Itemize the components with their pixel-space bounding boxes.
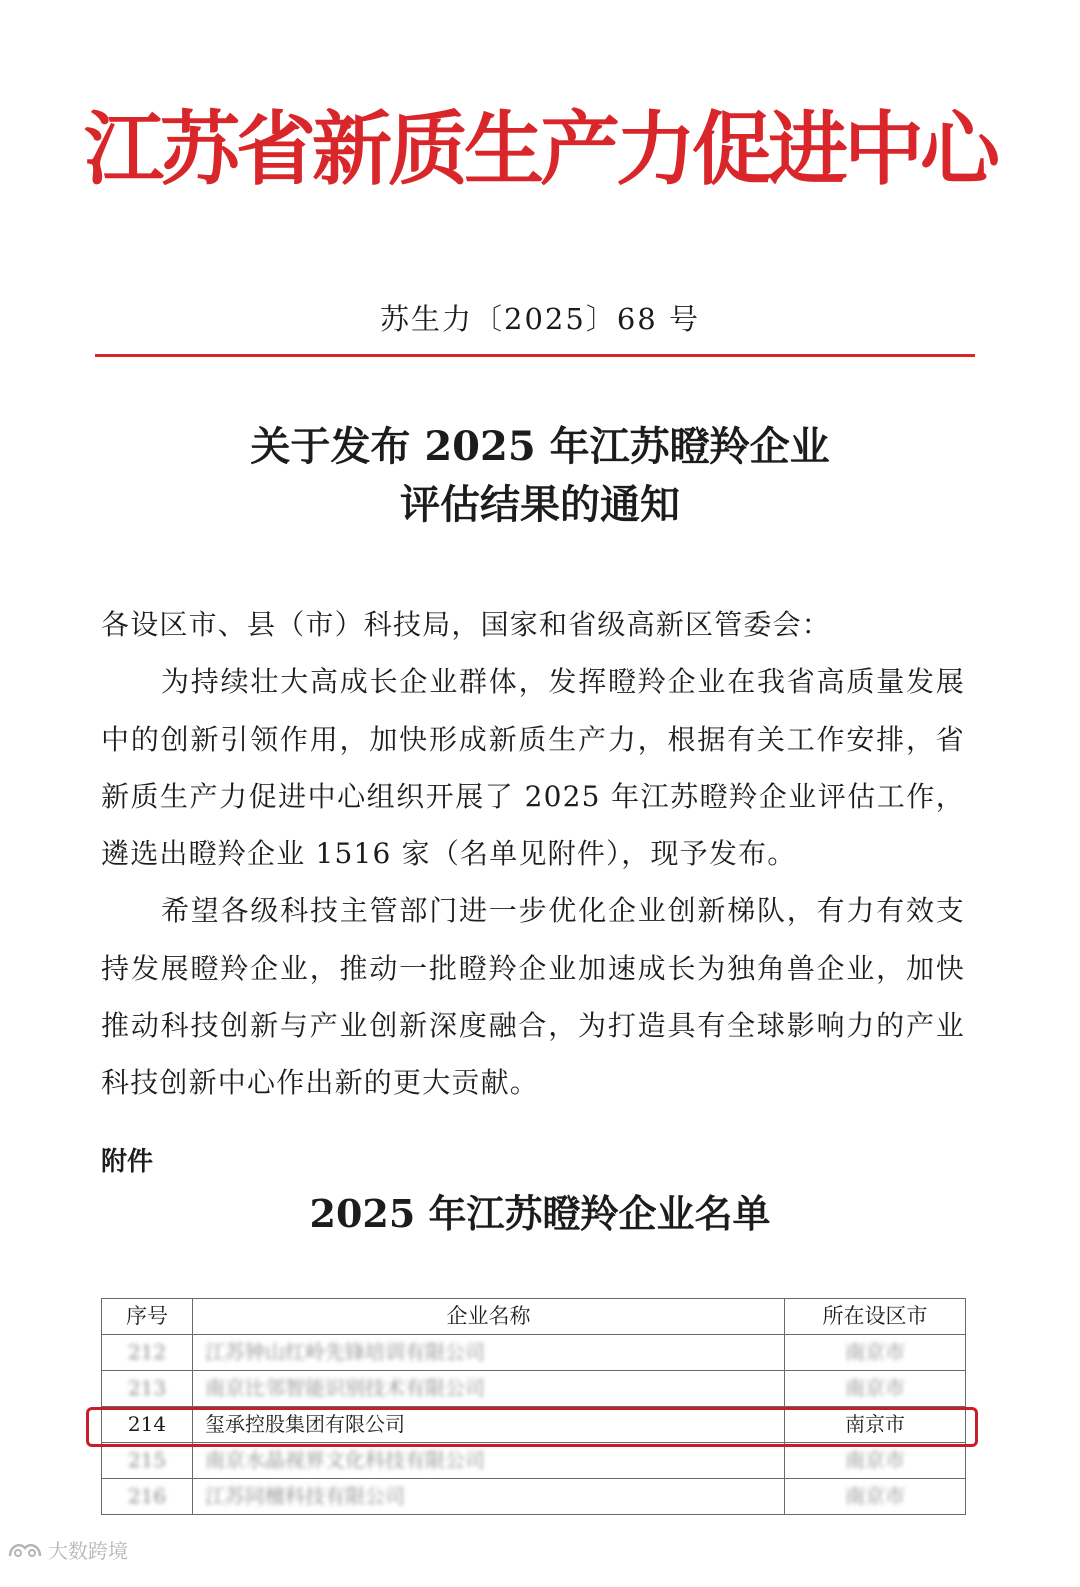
notice-title-line-2: 评估结果的通知 [400, 481, 680, 528]
watermark-logo-icon [6, 1538, 44, 1562]
header-company-name: 企业名称 [193, 1299, 785, 1335]
row-company-name: 南京比邻智能识别技术有限公司 [193, 1371, 785, 1407]
row-company-name: 江苏同檀科技有限公司 [193, 1479, 785, 1515]
body-paragraph-2: 希望各级科技主管部门进一步优化企业创新梯队，有力有效支持发展瞪羚企业，推动一批瞪羚企业加速成长为独角兽企业，加快推动科技创新与产业创新深度融合，为打造具有全球影响力的产业科技创新中心作出新的更大贡献。 [101, 894, 965, 1100]
table-row [102, 1479, 966, 1515]
row-city: 南京市 [785, 1479, 966, 1515]
row-serial-number: 215 [102, 1443, 193, 1479]
table-row [102, 1443, 966, 1479]
notice-body [101, 596, 965, 1112]
header-city: 所在设区市 [785, 1299, 966, 1335]
row-city: 南京市 [785, 1371, 966, 1407]
red-divider-line [95, 354, 975, 357]
attachment-list-title: 2025 年江苏瞪羚企业名单 [309, 1191, 771, 1236]
table-header-row [102, 1299, 966, 1335]
notice-title-line-1: 关于发布 2025 年江苏瞪羚企业 [250, 423, 830, 470]
salutation: 各设区市、县（市）科技局，国家和省级高新区管委会： [101, 608, 832, 641]
organization-header-title: 江苏省新质生产力促进中心 [84, 103, 996, 196]
row-city: 南京市 [785, 1407, 966, 1443]
header-serial-number: 序号 [102, 1299, 193, 1335]
row-serial-number: 213 [102, 1371, 193, 1407]
row-company-name: 玺承控股集团有限公司 [193, 1407, 785, 1443]
table-row [102, 1371, 966, 1407]
table-row [102, 1335, 966, 1371]
watermark [6, 1535, 128, 1564]
row-city: 南京市 [785, 1335, 966, 1371]
row-city: 南京市 [785, 1443, 966, 1479]
watermark-text: 大数跨境 [48, 1539, 128, 1563]
attachment-label: 附件 [101, 1147, 154, 1177]
row-serial-number: 216 [102, 1479, 193, 1515]
document-number: 苏生力〔2025〕68 号 [380, 302, 700, 336]
row-serial-number: 212 [102, 1335, 193, 1371]
notice-title [0, 418, 1080, 534]
row-company-name: 江苏钟山红岭先锋培训有限公司 [193, 1335, 785, 1371]
row-serial-number: 214 [102, 1407, 193, 1443]
body-paragraph-1: 为持续壮大高成长企业群体，发挥瞪羚企业在我省高质量发展中的创新引领作用，加快形成新质生产力，根据有关工作安排，省新质生产力促进中心组织开展了 2025 年江苏瞪羚企业评估工作，遴选出瞪羚企业 1516 家（名单见附件），现予发布。 [101, 665, 965, 871]
row-company-name: 南京水晶视界文化科技有限公司 [193, 1443, 785, 1479]
highlight-frame [86, 1407, 978, 1447]
